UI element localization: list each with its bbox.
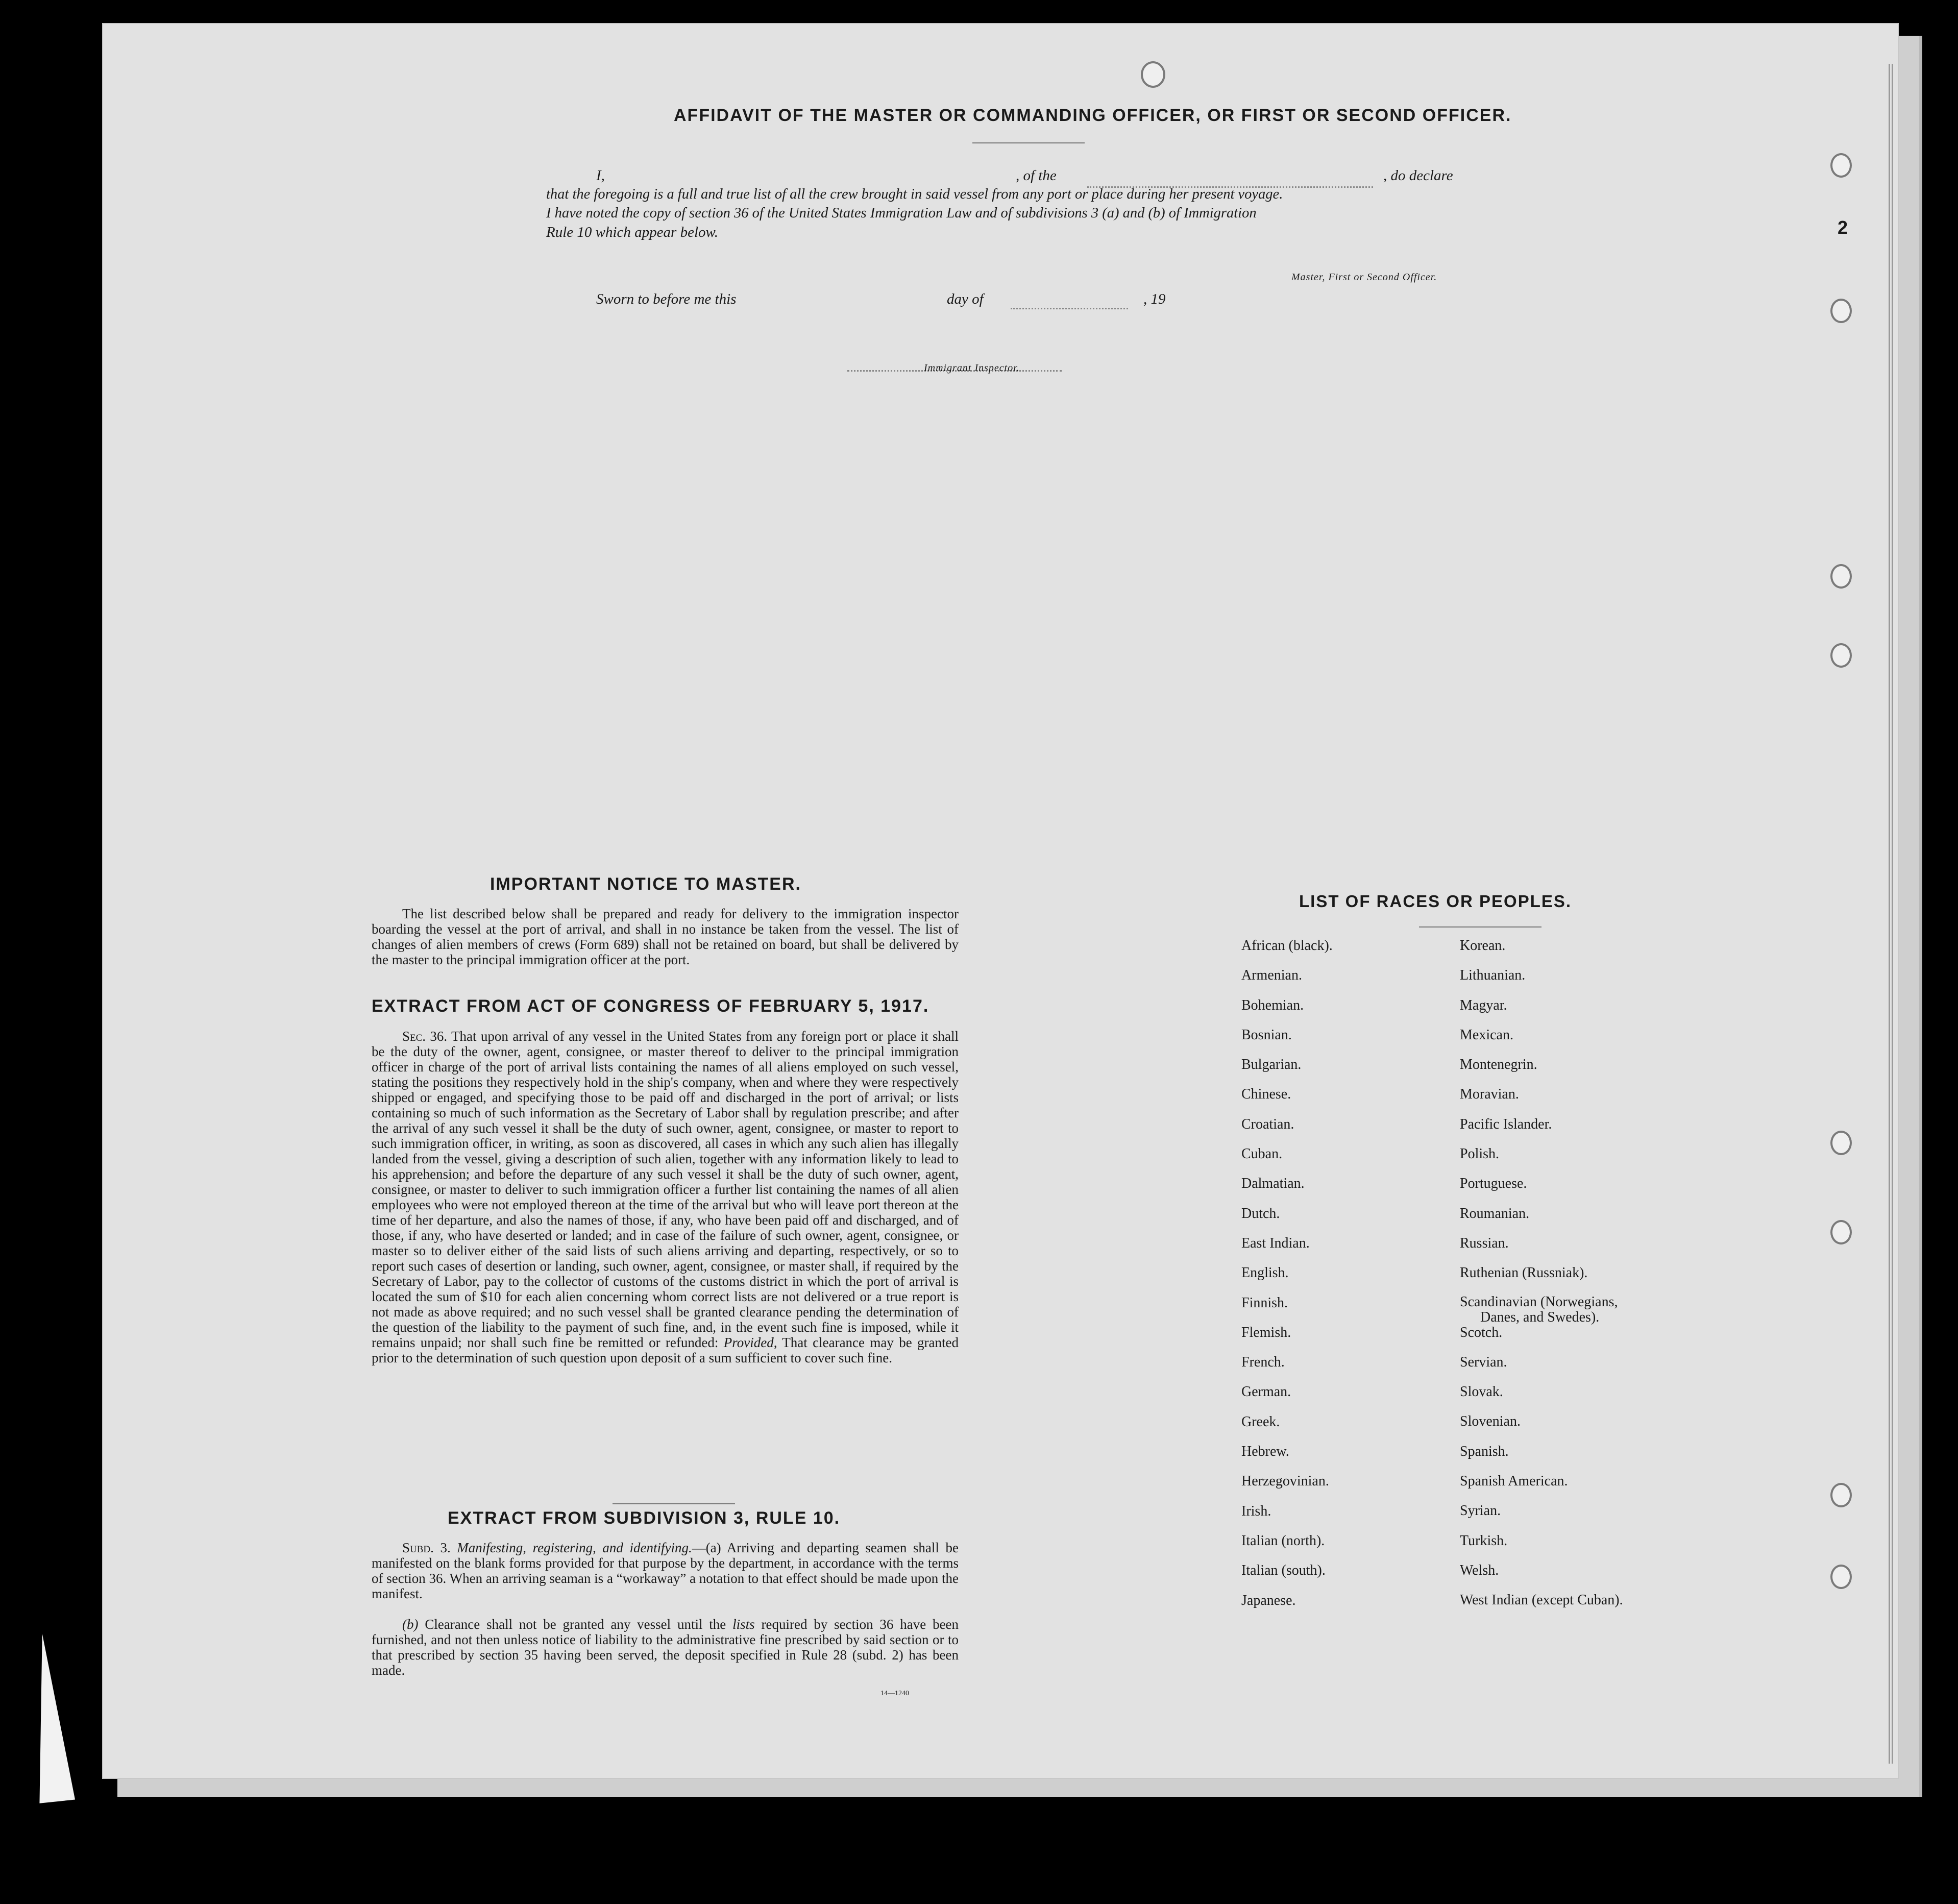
race-item: Irish. [1241, 1503, 1271, 1519]
race-item: Syrian. [1460, 1503, 1501, 1519]
affidavit-line-2: that the foregoing is a full and true list of all the crew brought in said vessel from any port or place during her present voyage. [546, 186, 1283, 202]
affidavit-title: AFFIDAVIT OF THE MASTER OR COMMANDING OFFICER, OR FIRST OR SECOND OFFICER. [674, 106, 1512, 125]
race-item: Moravian. [1460, 1086, 1519, 1103]
punch-hole [1141, 61, 1165, 88]
punch-hole [1830, 564, 1852, 589]
punch-hole [1830, 643, 1852, 668]
race-item: Russian. [1460, 1235, 1509, 1251]
notice-title: IMPORTANT NOTICE TO MASTER. [490, 874, 801, 894]
document-page [102, 23, 1899, 1779]
race-item: Roumanian. [1460, 1205, 1530, 1222]
affidavit-line-4: Rule 10 which appear below. [546, 224, 718, 240]
margin-rule [1889, 64, 1890, 1764]
act-text [372, 1029, 959, 1365]
part-b-text-2: required by section 36 have been furnished, and not then unless notice of liability to the administrative fine prescribed by said section or to that prescribed by section 35 having been served, the deposit specified in Rule 28 (subd. 2) has been made. [372, 1617, 959, 1678]
races-title: LIST OF RACES OR PEOPLES. [1299, 892, 1572, 911]
divider [972, 142, 1085, 143]
act-body: That upon arrival of any vessel in the United States from any foreign port or place it shall be the duty of the owner, agent, consignee, or master thereof to deliver to the principal immigration officer in charge of the port of arrival lists containing the names of all aliens employed on such vessel, stating the positions they respectively hold in the ship's company, when and where they were respectively shipped or engaged, and specifying those to be paid off and discharged in the port of arrival; or lists containing so much of such information as the Secretary of Labor shall by regulation prescribe; and after the arrival of any such vessel it shall be the duty of such owner, agent, consignee, or master to report to such immigration officer, in writing, as soon as discovered, all cases in which any such alien has illegally landed from the vessel, giving a description of such alien, together with any information likely to lead to his apprehension; and before the departure of any such vessel it shall be the duty of such owner, agent, consignee, or master to deliver to such immigration officer a further list containing the names of all alien employees who were not employed thereon at the time of the arrival but who will leave port thereon at the time of her departure, and also the names of those, if any, who have been paid off and discharged, and of those, if any, who have deserted or landed; and in case of the failure of such owner, agent, consignee, or master so to deliver either of the said lists of such aliens arriving and departing, respectively, or so to report such cases of desertion or landing, such owner, agent, consignee, or master shall, if required by the Secretary of Labor, pay to the collector of customs of the customs district in which the port of arrival is located the sum of $10 for each alien concerning whom correct lists are not delivered or a true report is not made as above required; and no such vessel shall be granted clearance pending the determination of the question of the liability to the payment of such fine, and, in the event such fine is imposed, while it remains unpaid; nor shall such fine be remitted or refunded: [372, 1029, 959, 1350]
race-item: Herzegovinian. [1241, 1473, 1329, 1490]
race-item: English. [1241, 1265, 1289, 1281]
signature-caption: Master, First or Second Officer. [1291, 272, 1437, 283]
subd-heading: Manifesting, registering, and identifying. [457, 1540, 692, 1555]
race-item: Bulgarian. [1241, 1057, 1302, 1073]
race-item: French. [1241, 1354, 1285, 1371]
races-column-2 [1460, 938, 1623, 1622]
race-item: Magyar. [1460, 997, 1507, 1013]
rule-part-a [372, 1540, 959, 1601]
race-item: Ruthenian (Russniak). [1460, 1265, 1588, 1281]
punch-hole [1830, 153, 1852, 178]
race-item: Hebrew. [1241, 1444, 1289, 1460]
race-item: Pacific Islander. [1460, 1116, 1552, 1132]
section-label: Sec. 36. [402, 1029, 448, 1044]
race-item: Turkish. [1460, 1532, 1508, 1549]
race-item: Japanese. [1241, 1592, 1296, 1608]
act-body-end: That clearance may be granted prior to the determination of such question upon deposit of a sum sufficient to cover such fine. [372, 1335, 959, 1365]
race-item: Lithuanian. [1460, 967, 1526, 984]
inspector-caption: Immigrant Inspector. [924, 362, 1020, 374]
affidavit-i: I, [596, 167, 605, 184]
race-item: Cuban. [1241, 1146, 1283, 1162]
affidavit-declare: , do declare [1383, 167, 1453, 184]
rule-part-b [372, 1617, 959, 1678]
race-item: Slovenian. [1460, 1413, 1521, 1430]
subd-label: Subd. 3. [402, 1540, 451, 1555]
race-item: Flemish. [1241, 1324, 1291, 1340]
margin-rule [1892, 64, 1893, 1764]
race-item: Bohemian. [1241, 997, 1304, 1013]
race-item: Greek. [1241, 1413, 1280, 1430]
blank-line [1011, 308, 1128, 309]
part-a-text: —(a) Arriving and departing seamen shall be manifested on the blank forms provided for that purpose by the department, in accordance with the terms of section 36. When an arriving seaman is a “workaway” a notation to that effect should be made upon the manifest. [372, 1540, 959, 1601]
race-item: Armenian. [1241, 967, 1302, 984]
races-column-1 [1241, 938, 1333, 1622]
notice-text: The list described below shall be prepared and ready for delivery to the immigration inspector boarding the vessel at the port of arrival, and shall in no instance be taken from the vessel. The list of changes of alien members of crews (Form 689) shall not be retained on board, but shall be delivered by the master to the principal immigration officer at the port. [372, 906, 959, 967]
punch-hole [1830, 1131, 1852, 1155]
race-item: East Indian. [1241, 1235, 1310, 1251]
race-item: West Indian (except Cuban). [1460, 1592, 1623, 1608]
race-item: Dalmatian. [1241, 1176, 1305, 1192]
race-item: Croatian. [1241, 1116, 1294, 1132]
year-prefix: , 19 [1143, 291, 1166, 307]
race-item: Spanish American. [1460, 1473, 1568, 1490]
rule-title: EXTRACT FROM SUBDIVISION 3, RULE 10. [448, 1508, 841, 1528]
part-b-label: (b) [402, 1617, 419, 1632]
sworn-text: Sworn to before me this [596, 291, 737, 307]
race-item: Montenegrin. [1460, 1057, 1537, 1073]
race-item: Mexican. [1460, 1027, 1513, 1043]
part-b-lists: lists [732, 1617, 755, 1632]
race-item: Dutch. [1241, 1205, 1280, 1222]
race-item: Finnish. [1241, 1295, 1288, 1311]
race-item: Danes, and Swedes). [1480, 1309, 1600, 1325]
act-provided: Provided, [723, 1335, 777, 1350]
act-title: EXTRACT FROM ACT OF CONGRESS OF FEBRUARY 5, 1917. [372, 996, 929, 1016]
race-item: African (black). [1241, 938, 1333, 954]
divider [613, 1503, 735, 1504]
race-item: Korean. [1460, 938, 1506, 954]
punch-hole [1830, 1483, 1852, 1507]
race-item: Welsh. [1460, 1562, 1499, 1578]
race-item: Slovak. [1460, 1384, 1503, 1400]
race-item: Italian (north). [1241, 1532, 1325, 1549]
punch-hole [1830, 1220, 1852, 1244]
part-b-text-1: Clearance shall not be granted any vessel until the [425, 1617, 726, 1632]
race-item: Scotch. [1460, 1324, 1503, 1340]
form-number: 14—1240 [880, 1690, 909, 1697]
punch-hole [1830, 299, 1852, 323]
divider [1419, 926, 1541, 927]
race-item: German. [1241, 1384, 1291, 1400]
affidavit-of-the: , of the [1016, 167, 1057, 184]
race-item: Italian (south). [1241, 1563, 1326, 1579]
day-of: day of [947, 291, 984, 307]
race-item: Spanish. [1460, 1443, 1509, 1459]
affidavit-line-3: I have noted the copy of section 36 of the United States Immigration Law and of subdivisions 3 (a) and (b) of Immigration [546, 205, 1257, 221]
race-item: Portuguese. [1460, 1176, 1527, 1192]
race-item: Bosnian. [1241, 1027, 1292, 1043]
race-item: Servian. [1460, 1354, 1507, 1370]
paper-corner-fold [22, 1632, 75, 1803]
punch-hole [1830, 1565, 1852, 1589]
race-item: Scandinavian (Norwegians, [1460, 1293, 1618, 1310]
race-item: Chinese. [1241, 1086, 1291, 1103]
margin-mark: 2 [1838, 217, 1848, 238]
race-item: Polish. [1460, 1146, 1500, 1162]
